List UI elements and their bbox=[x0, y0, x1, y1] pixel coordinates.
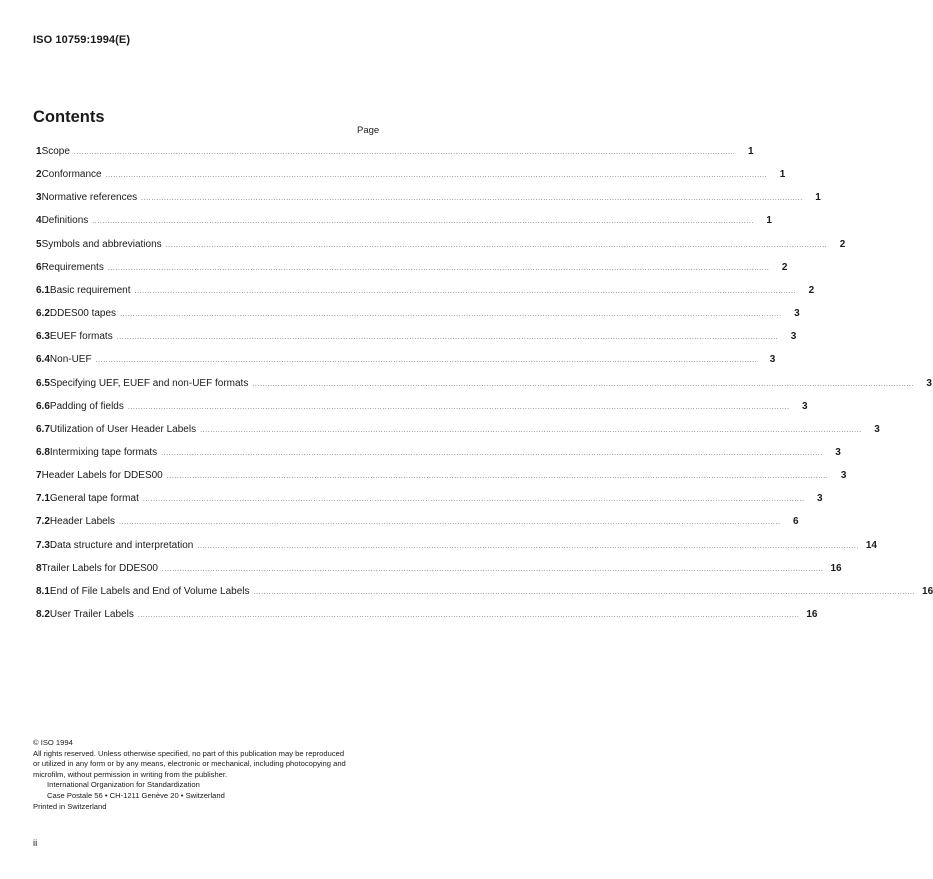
toc-dot-leader: .................................................................................................................................................................................................................................................................... bbox=[120, 311, 782, 319]
page-number: ii bbox=[33, 838, 38, 849]
toc-entry bbox=[36, 169, 786, 185]
toc-entry bbox=[36, 284, 815, 301]
toc-dot-leader: .................................................................................................................................................................................................................................................................... bbox=[252, 380, 914, 388]
toc-entry bbox=[36, 609, 818, 625]
toc-entry-title: Trailer Labels for DDES00 bbox=[41, 562, 158, 574]
toc-entry bbox=[36, 516, 799, 532]
toc-entry-number: 6.5 bbox=[36, 377, 50, 389]
organization-name: International Organization for Standardization bbox=[47, 780, 200, 790]
toc-entry-title: User Trailer Labels bbox=[49, 609, 134, 620]
toc-entry-title: Symbols and abbreviations bbox=[41, 238, 162, 250]
toc-entry bbox=[36, 146, 754, 162]
toc-entry bbox=[36, 470, 847, 486]
toc-entry bbox=[36, 585, 933, 602]
toc-entry bbox=[36, 423, 880, 440]
document-id: ISO 10759:1994(E) bbox=[33, 34, 131, 46]
toc-dot-leader: .................................................................................................................................................................................................................................................................... bbox=[95, 357, 758, 365]
toc-entry-page: 2 bbox=[781, 261, 788, 273]
toc-dot-leader: .................................................................................................................................................................................................................................................................... bbox=[116, 334, 779, 342]
toc-entry-title: Data structure and interpretation bbox=[49, 539, 194, 551]
toc-dot-leader: .................................................................................................................................................................................................................................................................... bbox=[161, 565, 824, 573]
toc-dot-leader: .................................................................................................................................................................................................................................................................... bbox=[197, 542, 859, 550]
toc-entry-page: 3 bbox=[790, 331, 797, 343]
toc-entry-page: 3 bbox=[816, 493, 823, 505]
toc-dot-leader: .................................................................................................................................................................................................................................................................... bbox=[161, 449, 823, 457]
toc-entry-page: 16 bbox=[830, 562, 842, 574]
rights-text: microfilm, without permission in writing from the publisher. bbox=[33, 769, 228, 779]
printed-location: Printed in Switzerland bbox=[33, 801, 107, 811]
toc-dot-leader: .................................................................................................................................................................................................................................................................... bbox=[118, 519, 781, 527]
toc-dot-leader: .................................................................................................................................................................................................................................................................... bbox=[253, 588, 916, 596]
toc-dot-leader: .................................................................................................................................................................................................................................................................... bbox=[127, 403, 790, 411]
toc-entry-number: 7.1 bbox=[36, 493, 50, 505]
toc-entry bbox=[36, 400, 808, 417]
toc-entry bbox=[36, 377, 932, 394]
contents-title: Contents bbox=[33, 108, 105, 126]
toc-entry-number: 1 bbox=[36, 146, 42, 157]
toc-entry-title: Header Labels for DDES00 bbox=[41, 470, 163, 482]
toc-entry bbox=[36, 354, 776, 370]
toc-entry-number: 2 bbox=[36, 169, 42, 181]
toc-entry-title: General tape format bbox=[49, 493, 139, 505]
toc-dot-leader: .................................................................................................................................................................................................................................................................... bbox=[73, 149, 736, 156]
toc-entry-page: 3 bbox=[926, 377, 932, 389]
toc-entry-page: 1 bbox=[779, 169, 786, 181]
toc-entry-title: Padding of fields bbox=[49, 400, 124, 412]
toc-entry-title: Basic requirement bbox=[49, 284, 131, 296]
toc-entry bbox=[36, 261, 788, 278]
toc-dot-leader: .................................................................................................................................................................................................................................................................... bbox=[92, 218, 754, 226]
toc-entry-number: 8 bbox=[36, 562, 42, 574]
toc-entry-page: 6 bbox=[793, 516, 799, 528]
toc-entry-title: Definitions bbox=[41, 215, 89, 227]
toc-entry-number: 6.2 bbox=[36, 308, 50, 320]
toc-entry bbox=[36, 562, 842, 579]
toc-entry-title: Intermixing tape formats bbox=[49, 446, 158, 458]
toc-entry-title: Specifying UEF, EUEF and non-UEF formats bbox=[49, 377, 249, 389]
toc-dot-leader: .................................................................................................................................................................................................................................................................... bbox=[166, 473, 829, 481]
toc-entry bbox=[36, 493, 823, 509]
toc-entry-page: 1 bbox=[766, 215, 772, 227]
page-column-label: Page bbox=[357, 125, 380, 136]
toc-dot-leader: .................................................................................................................................................................................................................................................................... bbox=[165, 241, 828, 249]
toc-entry-number: 3 bbox=[36, 192, 42, 204]
toc-entry-title: Header Labels bbox=[49, 516, 115, 528]
toc-entry-page: 3 bbox=[874, 423, 880, 435]
toc-entry-number: 6.4 bbox=[36, 354, 50, 366]
rights-text: All rights reserved. Unless otherwise specified, no part of this publication may be reproduced bbox=[33, 748, 345, 758]
toc-entry-title: Requirements bbox=[41, 261, 104, 273]
toc-entry-number: 8.2 bbox=[36, 609, 50, 620]
toc-entry bbox=[36, 238, 846, 255]
toc-entry-number: 8.1 bbox=[36, 585, 50, 597]
toc-entry-title: Normative references bbox=[41, 192, 138, 204]
toc-dot-leader: .................................................................................................................................................................................................................................................................... bbox=[134, 287, 797, 295]
toc-entry-title: EUEF formats bbox=[49, 331, 113, 343]
toc-entry-number: 5 bbox=[36, 238, 42, 250]
toc-entry-number: 6.8 bbox=[36, 446, 50, 458]
toc-entry-title: Scope bbox=[41, 146, 70, 157]
toc-entry bbox=[36, 215, 772, 231]
toc-entry-page: 16 bbox=[922, 585, 933, 597]
toc-entry-page: 3 bbox=[840, 470, 847, 482]
toc-entry-page: 1 bbox=[815, 192, 821, 204]
toc-entry bbox=[36, 192, 821, 208]
toc-entry bbox=[36, 308, 800, 324]
toc-entry-page: 14 bbox=[865, 539, 877, 551]
toc-dot-leader: .................................................................................................................................................................................................................................................................... bbox=[137, 612, 800, 619]
toc-entry-page: 3 bbox=[794, 308, 800, 320]
toc-entry-number: 7 bbox=[36, 470, 42, 482]
toc-entry-page: 3 bbox=[835, 446, 841, 458]
toc-entry bbox=[36, 331, 797, 347]
toc-entry-title: Conformance bbox=[41, 169, 102, 181]
toc-entry-page: 16 bbox=[806, 609, 818, 620]
toc-entry-page: 2 bbox=[808, 284, 815, 296]
toc-entry-number: 4 bbox=[36, 215, 42, 227]
toc-dot-leader: .................................................................................................................................................................................................................................................................... bbox=[200, 426, 862, 434]
toc-entry-number: 6 bbox=[36, 261, 42, 273]
toc-entry-title: Non-UEF bbox=[49, 354, 92, 366]
toc-entry-title: End of File Labels and End of Volume Labels bbox=[49, 585, 250, 597]
toc-entry-title: DDES00 tapes bbox=[49, 308, 117, 320]
toc-entry-title: Utilization of User Header Labels bbox=[49, 423, 197, 435]
toc-entry-number: 6.1 bbox=[36, 284, 50, 296]
toc-entry-number: 7.2 bbox=[36, 516, 50, 528]
toc-entry-number: 6.6 bbox=[36, 400, 50, 412]
copyright-notice bbox=[33, 738, 346, 812]
copyright-line: © ISO 1994 bbox=[33, 738, 73, 747]
toc-entry bbox=[36, 539, 877, 556]
organization-address: Case Postale 56 • CH-1211 Genève 20 • Switzerland bbox=[47, 790, 225, 800]
toc-entry-number: 7.3 bbox=[36, 539, 50, 551]
toc-entry-page: 1 bbox=[748, 146, 754, 157]
toc-entry-page: 2 bbox=[839, 238, 846, 250]
toc-entry-page: 3 bbox=[769, 354, 776, 366]
toc-entry-number: 6.3 bbox=[36, 331, 50, 343]
toc-dot-leader: .................................................................................................................................................................................................................................................................... bbox=[105, 172, 768, 180]
toc-dot-leader: .................................................................................................................................................................................................................................................................... bbox=[107, 264, 770, 272]
toc-dot-leader: .................................................................................................................................................................................................................................................................... bbox=[141, 195, 803, 203]
toc-entry bbox=[36, 446, 841, 463]
toc-dot-leader: .................................................................................................................................................................................................................................................................... bbox=[142, 496, 805, 504]
toc-entry-number: 6.7 bbox=[36, 423, 50, 435]
rights-text: or utilized in any form or by any means, electronic or mechanical, including photocopying and bbox=[33, 759, 346, 769]
toc-entry-page: 3 bbox=[801, 400, 808, 412]
